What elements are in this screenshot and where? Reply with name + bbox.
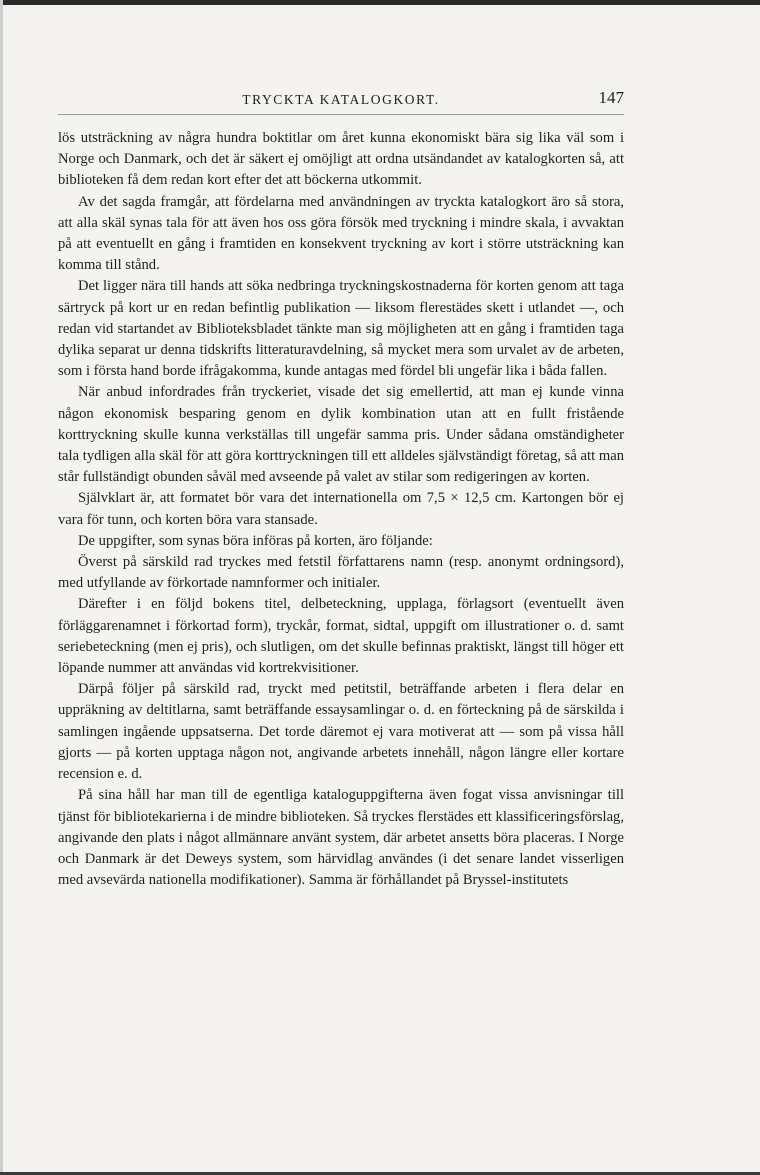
- paragraph: De uppgifter, som synas böra införas på korten, äro följande:: [78, 532, 433, 549]
- paragraph: Därefter i en följd bokens titel, delbeteckning, upplaga, förlagsort (eventuellt även förläggarenamnet i förkortad form), tryckår, format, sidtal, uppgift om illustrationer o. d. samt seriebeteckning (men ej pris), och slutligen, om det skulle befinnas praktiskt, längst till höger ett löpande nummer att användas vid kortrekvisitioner.: [58, 596, 624, 677]
- page-header: [58, 88, 624, 114]
- running-title: TRYCKTA KATALOGKORT.: [242, 92, 440, 107]
- body-text: [58, 128, 624, 891]
- page-number: 147: [598, 88, 624, 107]
- paragraph: lös utsträckning av några hundra boktitlar om året kunna ekonomiskt bära sig lika väl som i Norge och Danmark, och det är säkert ej omöjligt att ordna utsändandet av katalogkorten så, att biblioteken få dem redan kort efter det att böckerna utkommit.: [58, 130, 624, 189]
- paragraph: Överst på särskild rad tryckes med fetstil författarens namn (resp. anonymt ordningsord), med utfyllande av förkortade namnformer och initialer.: [58, 554, 624, 592]
- header-rule: [58, 114, 624, 115]
- paragraph: På sina håll har man till de egentliga kataloguppgifterna även fogat vissa anvisningar till tjänst för bibliotekarierna i de mindre biblioteken. Så tryckes flerstädes ett klassificeringsförslag, angivande den plats i något allmännare använt system, där arbetet ansetts böra placeras. I Norge och Danmark är det Deweys system, som härvidlag användes (i det senare landet visserligen med avsevärda nationella modifikationer). Samma är förhållandet på Bryssel-institutets: [58, 787, 624, 889]
- paragraph: Därpå följer på särskild rad, tryckt med petitstil, beträffande arbeten i flera delar en uppräkning av deltitlarna, samt beträffande essaysamlingar o. d. en förteckning på de särskilda i samlingen ingående uppsatserna. Det torde däremot ej vara motiverat att — som på vissa håll gjorts — på korten upptaga någon not, angivande arbetets innehåll, någon längre eller kortare recension e. d.: [58, 681, 624, 783]
- paragraph: Självklart är, att formatet bör vara det internationella om 7,5 × 12,5 cm. Kartongen bör ej vara för tunn, och korten böra vara stansade.: [58, 490, 624, 528]
- scan-edge-top: [0, 0, 760, 5]
- paragraph: Det ligger nära till hands att söka nedbringa tryckningskostnaderna för korten genom att taga särtryck på kort ur en redan befintlig publikation — liksom flerestädes skett i utlandet —, och redan vid startandet av Biblioteksbladet tänkte man sig möjligheten att en gång i framtiden taga dylika separat ur denna tidskrifts litteraturavdelning, så mycket mera som urvalet av de arbeten, som i första hand borde ifrågakomma, kunde antagas med fördel bli ungefär lika i båda fallen.: [58, 278, 624, 380]
- scan-edge-left: [0, 0, 3, 1175]
- paragraph: När anbud infordrades från tryckeriet, visade det sig emellertid, att man ej kunde vinna någon ekonomisk besparing genom en dylik kombination utan att en fullt fristående korttryckning skulle kunna verkställas till ungefär samma pris. Under sådana omständigheter tala tydligen alla skäl för att göra korttryckningen till ett alldeles självständigt företag, så att man står fullständigt obunden såväl med avseende på valet av stilar som redigeringen av korten.: [58, 384, 624, 486]
- paragraph: Av det sagda framgår, att fördelarna med användningen av tryckta katalogkort äro så stora, att alla skäl synas tala för att även hos oss göra försök med tryckning i mindre skala, i avvaktan på att eventuellt en gång i framtiden en konsekvent tryckning av kort i större utsträckning kan komma till stånd.: [58, 193, 624, 274]
